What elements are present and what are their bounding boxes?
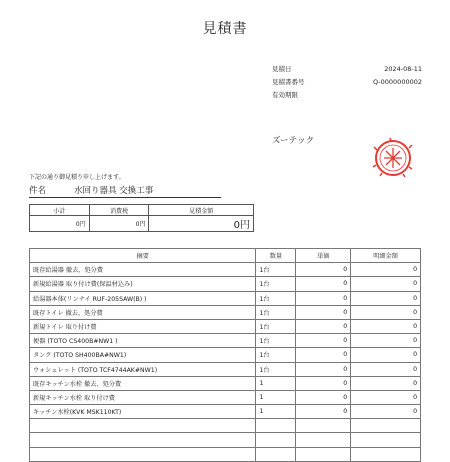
item-unit-price: 0 <box>296 376 351 390</box>
subject-label: 件名 <box>29 186 47 196</box>
item-unit-price: 0 <box>296 405 351 419</box>
item-unit-price: 0 <box>296 319 351 333</box>
item-unit-price: 0 <box>296 277 351 291</box>
item-description <box>30 419 256 433</box>
items-header-description: 摘要 <box>30 249 256 263</box>
item-quantity: 1台 <box>256 291 296 305</box>
table-row <box>30 263 421 277</box>
summary-header-total: 見積金額 <box>149 205 254 216</box>
item-quantity: 1台 <box>256 319 296 333</box>
items-header-unit-price: 単価 <box>296 249 351 263</box>
item-unit-price: 0 <box>296 334 351 348</box>
item-amount: 0 <box>351 291 421 305</box>
table-row <box>30 419 421 433</box>
item-description: 新規給湯器 取り付け費(保温材込み) <box>30 277 256 291</box>
item-quantity <box>256 419 296 433</box>
table-row <box>30 362 421 376</box>
item-amount <box>351 433 421 447</box>
item-description: 便器 (TOTO CS400B#NW1 ) <box>30 334 256 348</box>
item-description: タンク (TOTO SH400BA#NW1) <box>30 348 256 362</box>
item-unit-price: 0 <box>296 348 351 362</box>
item-amount: 0 <box>351 334 421 348</box>
item-unit-price: 0 <box>296 305 351 319</box>
item-amount: 0 <box>351 362 421 376</box>
items-header-row <box>30 249 421 263</box>
item-amount: 0 <box>351 277 421 291</box>
item-amount: 0 <box>351 348 421 362</box>
item-amount: 0 <box>351 390 421 404</box>
item-description: 既存給湯器 撤去、処分費 <box>30 263 256 277</box>
meta-label: 有効期限 <box>272 91 298 99</box>
summary-tax: 0円 <box>89 216 149 232</box>
item-unit-price: 0 <box>296 291 351 305</box>
item-description: 新規トイレ 取り付け費 <box>30 319 256 333</box>
table-row <box>30 348 421 362</box>
item-quantity: 1台 <box>256 277 296 291</box>
summary-header-row <box>30 205 254 216</box>
table-row <box>30 334 421 348</box>
item-amount: 0 <box>351 305 421 319</box>
item-quantity: 1台 <box>256 334 296 348</box>
item-description: 既存トイレ 撤去、処分費 <box>30 305 256 319</box>
item-description: ウォシュレット (TOTO TCF4744AK#NW1) <box>30 362 256 376</box>
item-unit-price <box>296 447 351 461</box>
table-row <box>30 277 421 291</box>
subject <box>29 184 153 196</box>
item-unit-price: 0 <box>296 390 351 404</box>
table-row <box>30 319 421 333</box>
item-unit-price <box>296 419 351 433</box>
items-header-quantity: 数量 <box>256 249 296 263</box>
items-header-amount: 明細金額 <box>351 249 421 263</box>
item-description: 新規キッチン水栓 取り付け費 <box>30 390 256 404</box>
item-quantity <box>256 447 296 461</box>
meta-label: 見積書番号 <box>272 78 305 86</box>
summary-table <box>29 204 254 232</box>
item-amount <box>351 447 421 461</box>
table-row <box>30 390 421 404</box>
summary-subtotal: 0円 <box>30 216 90 232</box>
summary-header-tax: 消費税 <box>89 205 149 216</box>
item-description <box>30 433 256 447</box>
table-row <box>30 433 421 447</box>
item-amount: 0 <box>351 405 421 419</box>
summary-value-row <box>30 216 254 232</box>
item-unit-price <box>296 433 351 447</box>
item-unit-price: 0 <box>296 362 351 376</box>
item-quantity: 1台 <box>256 305 296 319</box>
table-row <box>30 305 421 319</box>
summary-header-subtotal: 小計 <box>30 205 90 216</box>
meta-row-date <box>272 63 422 76</box>
subject-underline <box>29 197 221 198</box>
item-amount <box>351 419 421 433</box>
meta-value: 2024-08-11 <box>384 65 422 73</box>
table-row <box>30 376 421 390</box>
item-unit-price: 0 <box>296 263 351 277</box>
table-row <box>30 291 421 305</box>
lead-text: 下記の通り御見積り申し上げます。 <box>29 174 125 181</box>
item-amount: 0 <box>351 376 421 390</box>
items-table <box>29 248 421 462</box>
table-row <box>30 447 421 461</box>
document-meta <box>272 63 422 102</box>
item-description <box>30 447 256 461</box>
item-description: 給湯器本体(リンナイ RUF-205SAW(B) ) <box>30 291 256 305</box>
company-seal-icon <box>370 135 416 181</box>
summary-total: 0円 <box>149 216 254 232</box>
item-quantity: 1台 <box>256 362 296 376</box>
company-name: ズーテック <box>272 136 315 146</box>
meta-value: Q-0000000002 <box>373 78 422 86</box>
item-quantity: 1台 <box>256 348 296 362</box>
subject-value: 水回り器具 交換工事 <box>74 186 154 196</box>
item-description: 既存キッチン水栓 撤去、処分費 <box>30 376 256 390</box>
item-quantity <box>256 433 296 447</box>
item-quantity: 1 <box>256 390 296 404</box>
item-description: キッチン水栓(KVK MSK110KT) <box>30 405 256 419</box>
item-amount: 0 <box>351 263 421 277</box>
table-row <box>30 405 421 419</box>
meta-row-number <box>272 76 422 89</box>
meta-label: 見積日 <box>272 65 292 73</box>
item-quantity: 1 <box>256 376 296 390</box>
meta-row-expiry <box>272 89 422 102</box>
item-quantity: 1台 <box>256 263 296 277</box>
item-quantity: 1 <box>256 405 296 419</box>
item-amount: 0 <box>351 319 421 333</box>
document-title: 見積書 <box>202 21 248 37</box>
